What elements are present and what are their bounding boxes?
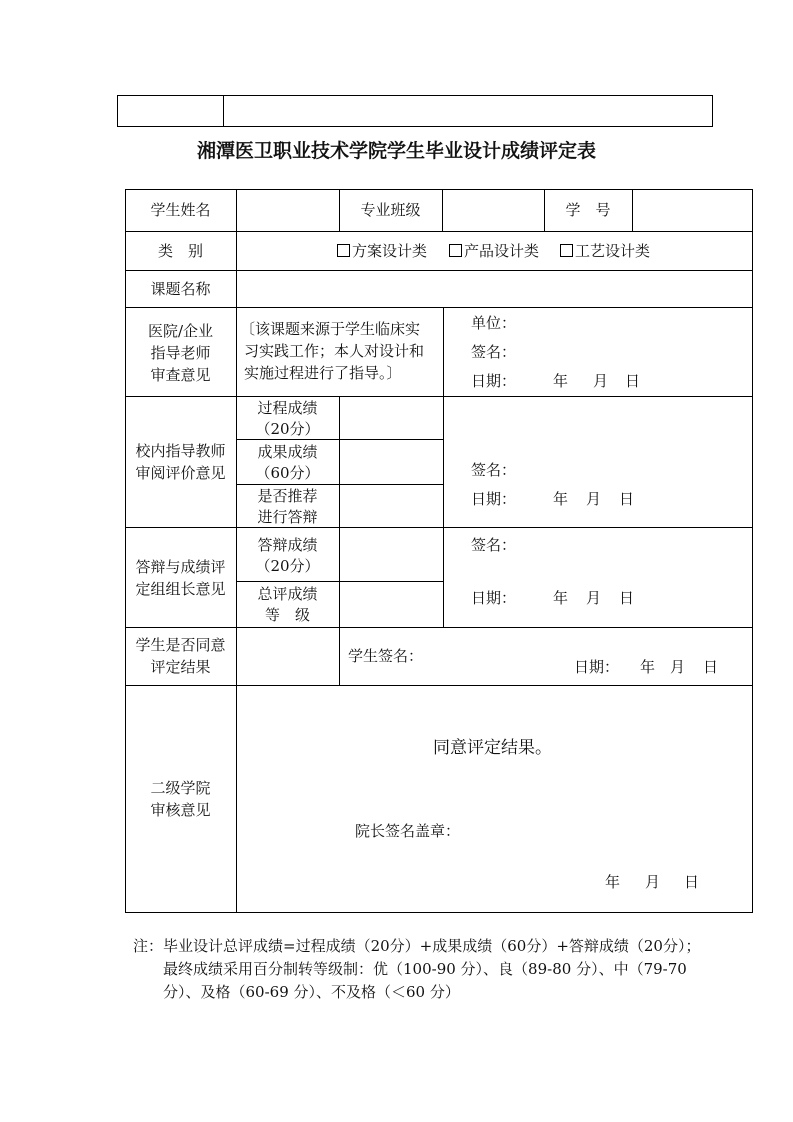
recommend-label-1: 是否推荐 (257, 487, 318, 505)
supervision-statement-2: 习实践工作；本人对设计和 (244, 342, 425, 360)
student-agree-label-1: 学生是否同意 (135, 636, 226, 654)
school-teacher-label-1: 校内指导教师 (135, 442, 226, 460)
supervision-statement-1: 〔该课题来源于学生临床实 (240, 320, 421, 338)
agree-result-text: 同意评定结果。 (433, 738, 552, 758)
total-grade-label-1: 总评成绩 (257, 585, 318, 603)
college-review-label-2: 审核意见 (150, 801, 211, 819)
row-line (125, 685, 753, 686)
header-box (117, 95, 713, 127)
student-id-label: 学 号 (565, 201, 611, 219)
dean-sign-label: 院长签名盖章： (355, 822, 461, 840)
note-line-1: 毕业设计总评成绩=过程成绩（20分）+成果成绩（60分）+答辩成绩（20分）； (163, 937, 701, 955)
school-teacher-label-2: 审阅评价意见 (135, 464, 226, 482)
student-sign-label: 学生签名： (348, 647, 424, 665)
date-label: 日期： (471, 490, 517, 508)
day-label: 日 (625, 372, 641, 390)
header-box-divider (223, 96, 224, 126)
defense-score-label-1: 答辩成绩 (257, 536, 318, 554)
row-line (125, 627, 753, 628)
col-line (442, 189, 443, 231)
college-review-label-1: 二级学院 (150, 779, 211, 797)
hospital-teacher-label-2: 指导老师 (150, 344, 211, 362)
sign-label: 签名： (471, 343, 517, 361)
col-line (339, 627, 340, 685)
supervision-statement-3: 实施过程进行了指导。〕 (244, 364, 402, 382)
student-name-label: 学生姓名 (150, 201, 211, 219)
note-line-3: 分）、及格（60-69 分）、不及格（＜60 分） (163, 983, 460, 1001)
process-score-label-2: （20分） (255, 420, 320, 438)
student-agree-label-2: 评定结果 (150, 658, 211, 676)
defense-score-label-2: （20分） (255, 557, 320, 575)
month-label: 月 (586, 589, 602, 607)
day-label: 日 (619, 589, 635, 607)
result-score-label-1: 成果成绩 (257, 443, 318, 461)
col-line (632, 189, 633, 231)
defense-leader-label-1: 答辩与成绩评 (135, 558, 226, 576)
topic-label: 课题名称 (150, 280, 211, 298)
col-line (443, 307, 444, 396)
major-class-label: 专业班级 (360, 201, 421, 219)
month-label: 月 (645, 873, 661, 891)
checkbox-icon[interactable] (449, 244, 462, 257)
sign-label: 签名： (471, 461, 517, 479)
hospital-teacher-label-3: 审查意见 (150, 366, 211, 384)
category-option-plan[interactable]: 方案设计类 (337, 240, 427, 262)
result-score-label-2: （60分） (255, 464, 320, 482)
date-label: 日期： (574, 658, 620, 676)
row-line (125, 307, 753, 308)
note-prefix: 注： (133, 937, 164, 955)
category-option-process[interactable]: 工艺设计类 (560, 240, 650, 262)
row-line (125, 231, 753, 232)
row-line (125, 527, 753, 528)
unit-label: 单位： (471, 314, 517, 332)
checkbox-icon[interactable] (560, 244, 573, 257)
date-label: 日期： (471, 372, 517, 390)
row-line (125, 270, 753, 271)
day-label: 日 (703, 658, 719, 676)
month-label: 月 (670, 658, 686, 676)
form-title: 湘潭医卫职业技术学院学生毕业设计成绩评定表 (196, 140, 596, 162)
month-label: 月 (586, 490, 602, 508)
checkbox-icon[interactable] (337, 244, 350, 257)
category-option-product[interactable]: 产品设计类 (449, 240, 539, 262)
hospital-teacher-label-1: 医院/企业 (147, 322, 214, 340)
day-label: 日 (619, 490, 635, 508)
row-line (125, 396, 753, 397)
note-line-2: 最终成绩采用百分制转等级制：优（100-90 分）、良（89-80 分）、中（79-70 (163, 960, 687, 978)
year-label: 年 (640, 658, 656, 676)
date-label: 日期： (471, 589, 517, 607)
sign-label: 签名： (471, 536, 517, 554)
process-score-label-1: 过程成绩 (257, 399, 318, 417)
year-label: 年 (605, 873, 621, 891)
sub-row-line (236, 581, 443, 582)
month-label: 月 (593, 372, 609, 390)
year-label: 年 (553, 490, 569, 508)
total-grade-label-2: 等 级 (264, 606, 310, 624)
col-line (443, 396, 444, 627)
defense-leader-label-2: 定组组长意见 (135, 580, 226, 598)
day-label: 日 (684, 873, 700, 891)
year-label: 年 (553, 372, 569, 390)
year-label: 年 (553, 589, 569, 607)
category-label: 类 别 (157, 242, 203, 260)
col-line (339, 396, 340, 627)
recommend-label-2: 进行答辩 (257, 508, 318, 526)
